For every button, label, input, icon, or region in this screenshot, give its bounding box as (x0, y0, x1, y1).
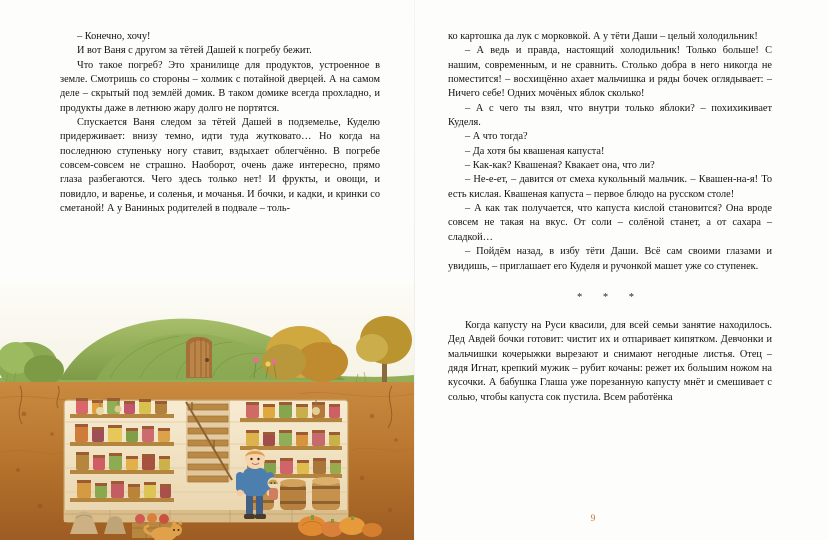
paragraph: – Конечно, хочу! (77, 31, 151, 42)
paragraph: – А с чего ты взял, что внутри только яблоки? – похихикивает Куделя. (448, 102, 772, 129)
book-gutter (414, 0, 415, 540)
paragraph: – Да хотя бы квашеная капуста! (465, 145, 605, 157)
cellar-cutaway-illustration (0, 282, 414, 540)
paragraph: – А ведь и правда, настоящий холодильник! Только больше! С нашим, современным, и не сравнить. Столько добра в него никогда не поместится! – восхищённо ахает мальчишка и ряды бочек оглядывает: – Ничего себе! Одних мочёных яблок сколько! (448, 45, 772, 100)
paragraph: Что такое погреб? Это хранилище для продуктов, устроенное в земле. Смотришь со стороны – холмик с потайной дверцей. А на самом деле – скрытый под землёй домик. В таком домике всегда прохладно, и продукты даже в летнюю жару долго не портятся. (60, 59, 380, 114)
page-number: 9 (590, 514, 596, 524)
paragraph: – Как-как? Квашеная? Квакает она, что ли? (465, 160, 655, 172)
right-text-column (448, 30, 772, 405)
paragraph: ко картошка да лук с морковкой. А у тёти Даши – целый холодильник! (448, 31, 758, 42)
left-text-column (60, 30, 380, 216)
right-page (414, 0, 828, 540)
paragraph: – А как так получается, что капуста кислой становится? Она вроде совсем не такая на вкус. От соли – солёной станет, а от сахара – сладкой… (448, 203, 772, 243)
paragraph: Спускается Ваня следом за тётей Дашей в подземелье, Куделю придерживает: внизу темно, идти туда жутковато… Но когда на последнюю ступеньку ногу ставит, вздыхает облегчённо. В погребе совсем-совсем не страшно. Наоборот, очень даже интересно, прямо глаза разбегаются. Чего здесь только нет! И фрукты, и овощи, и повидло, и варенье, и соленья, и мочанья. И бочки, и кадки, и кринки со сметаной! А у Ваниных родителей в подвале – толь- (60, 117, 380, 215)
section-divider: * * * (577, 291, 643, 303)
paragraph: И вот Ваня с другом за тётей Дашей к погребу бежит. (77, 45, 312, 57)
paragraph: – Не-е-ет, – давится от смеха кукольный мальчик. – Квашен-на-я! То есть кислая. Квашеная капуста – первое блюдо на русском столе! (448, 174, 772, 200)
paragraph: – Пойдём назад, в избу тёти Даши. Всё сам своими глазами и увидишь, – приглашает его Куделя и ручонкой машет уже со ступенек. (448, 246, 772, 272)
paragraph: – А что тогда? (465, 131, 528, 143)
paragraph: Когда капусту на Руси квасили, для всей семьи занятие находилось. Дед Авдей бочки готовит: чистит их и отпаривает кипятком. Девчонки и мальчишки кочерыжки вырезают и снимают негодные листья. Отец – дядя Игнат, крепкий мужик – рубит кочаны: режет их большим ножом на кусочки. А бабушка Глаша уже порезанную капусту мнёт и смешивает с солью, чтобы капуста сок пустила. Всем работёнка (448, 319, 772, 403)
